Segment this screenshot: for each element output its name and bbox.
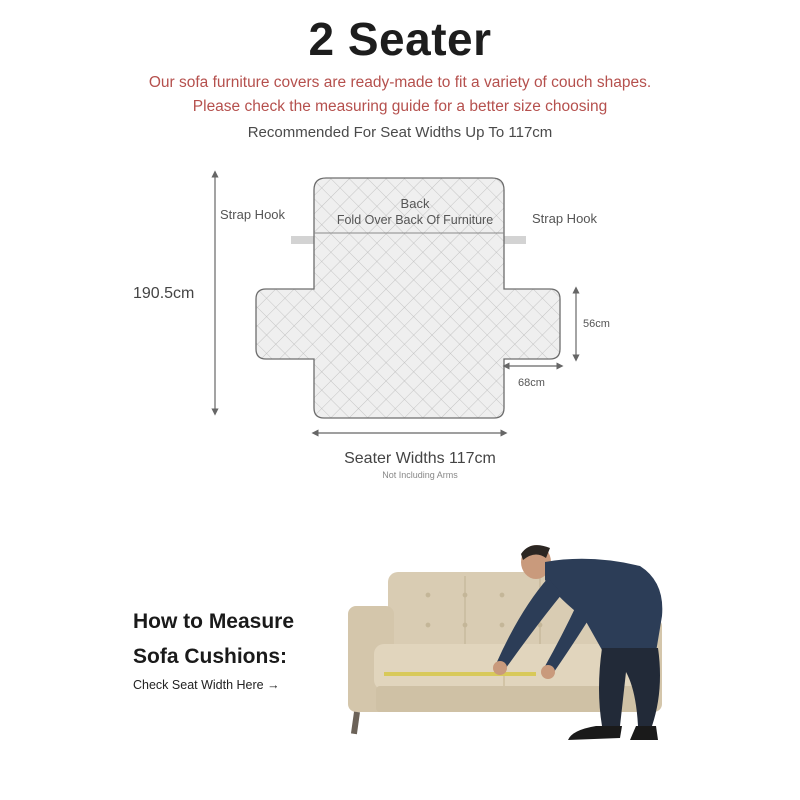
how-to-line-1: How to Measure [133,610,295,633]
length-label: 190.5cm [133,285,195,302]
arm-height-label: 56cm [583,318,610,330]
seat-width-note: Not Including Arms [382,470,458,480]
check-seat-width-link[interactable]: Check Seat Width Here → [133,678,280,692]
intro-line-1: Our sofa furniture covers are ready-made to fit a variety of couch shapes. [148,74,652,91]
measuring-tape [384,672,536,676]
measuring-sofa-photo [340,540,680,760]
fold-over-label: Fold Over Back Of Furniture [336,213,494,227]
strap-hook-right [502,236,526,244]
how-to-measure-heading [133,604,294,674]
strap-hook-left-label: Strap Hook [220,207,286,222]
intro-line-2: Please check the measuring guide for a better size choosing [192,98,608,115]
strap-hook-left [291,236,315,244]
strap-hook-right-label: Strap Hook [532,211,598,226]
page-title: 2 Seater [308,13,492,65]
seat-width-label: Seater Widths 117cm [344,450,496,467]
how-to-line-2: Sofa Cushions: [133,645,288,668]
back-label: Back [400,196,430,211]
seat-width-recommendation: Recommended For Seat Widths Up To 117cm [247,124,553,141]
arm-width-label: 68cm [518,377,545,389]
